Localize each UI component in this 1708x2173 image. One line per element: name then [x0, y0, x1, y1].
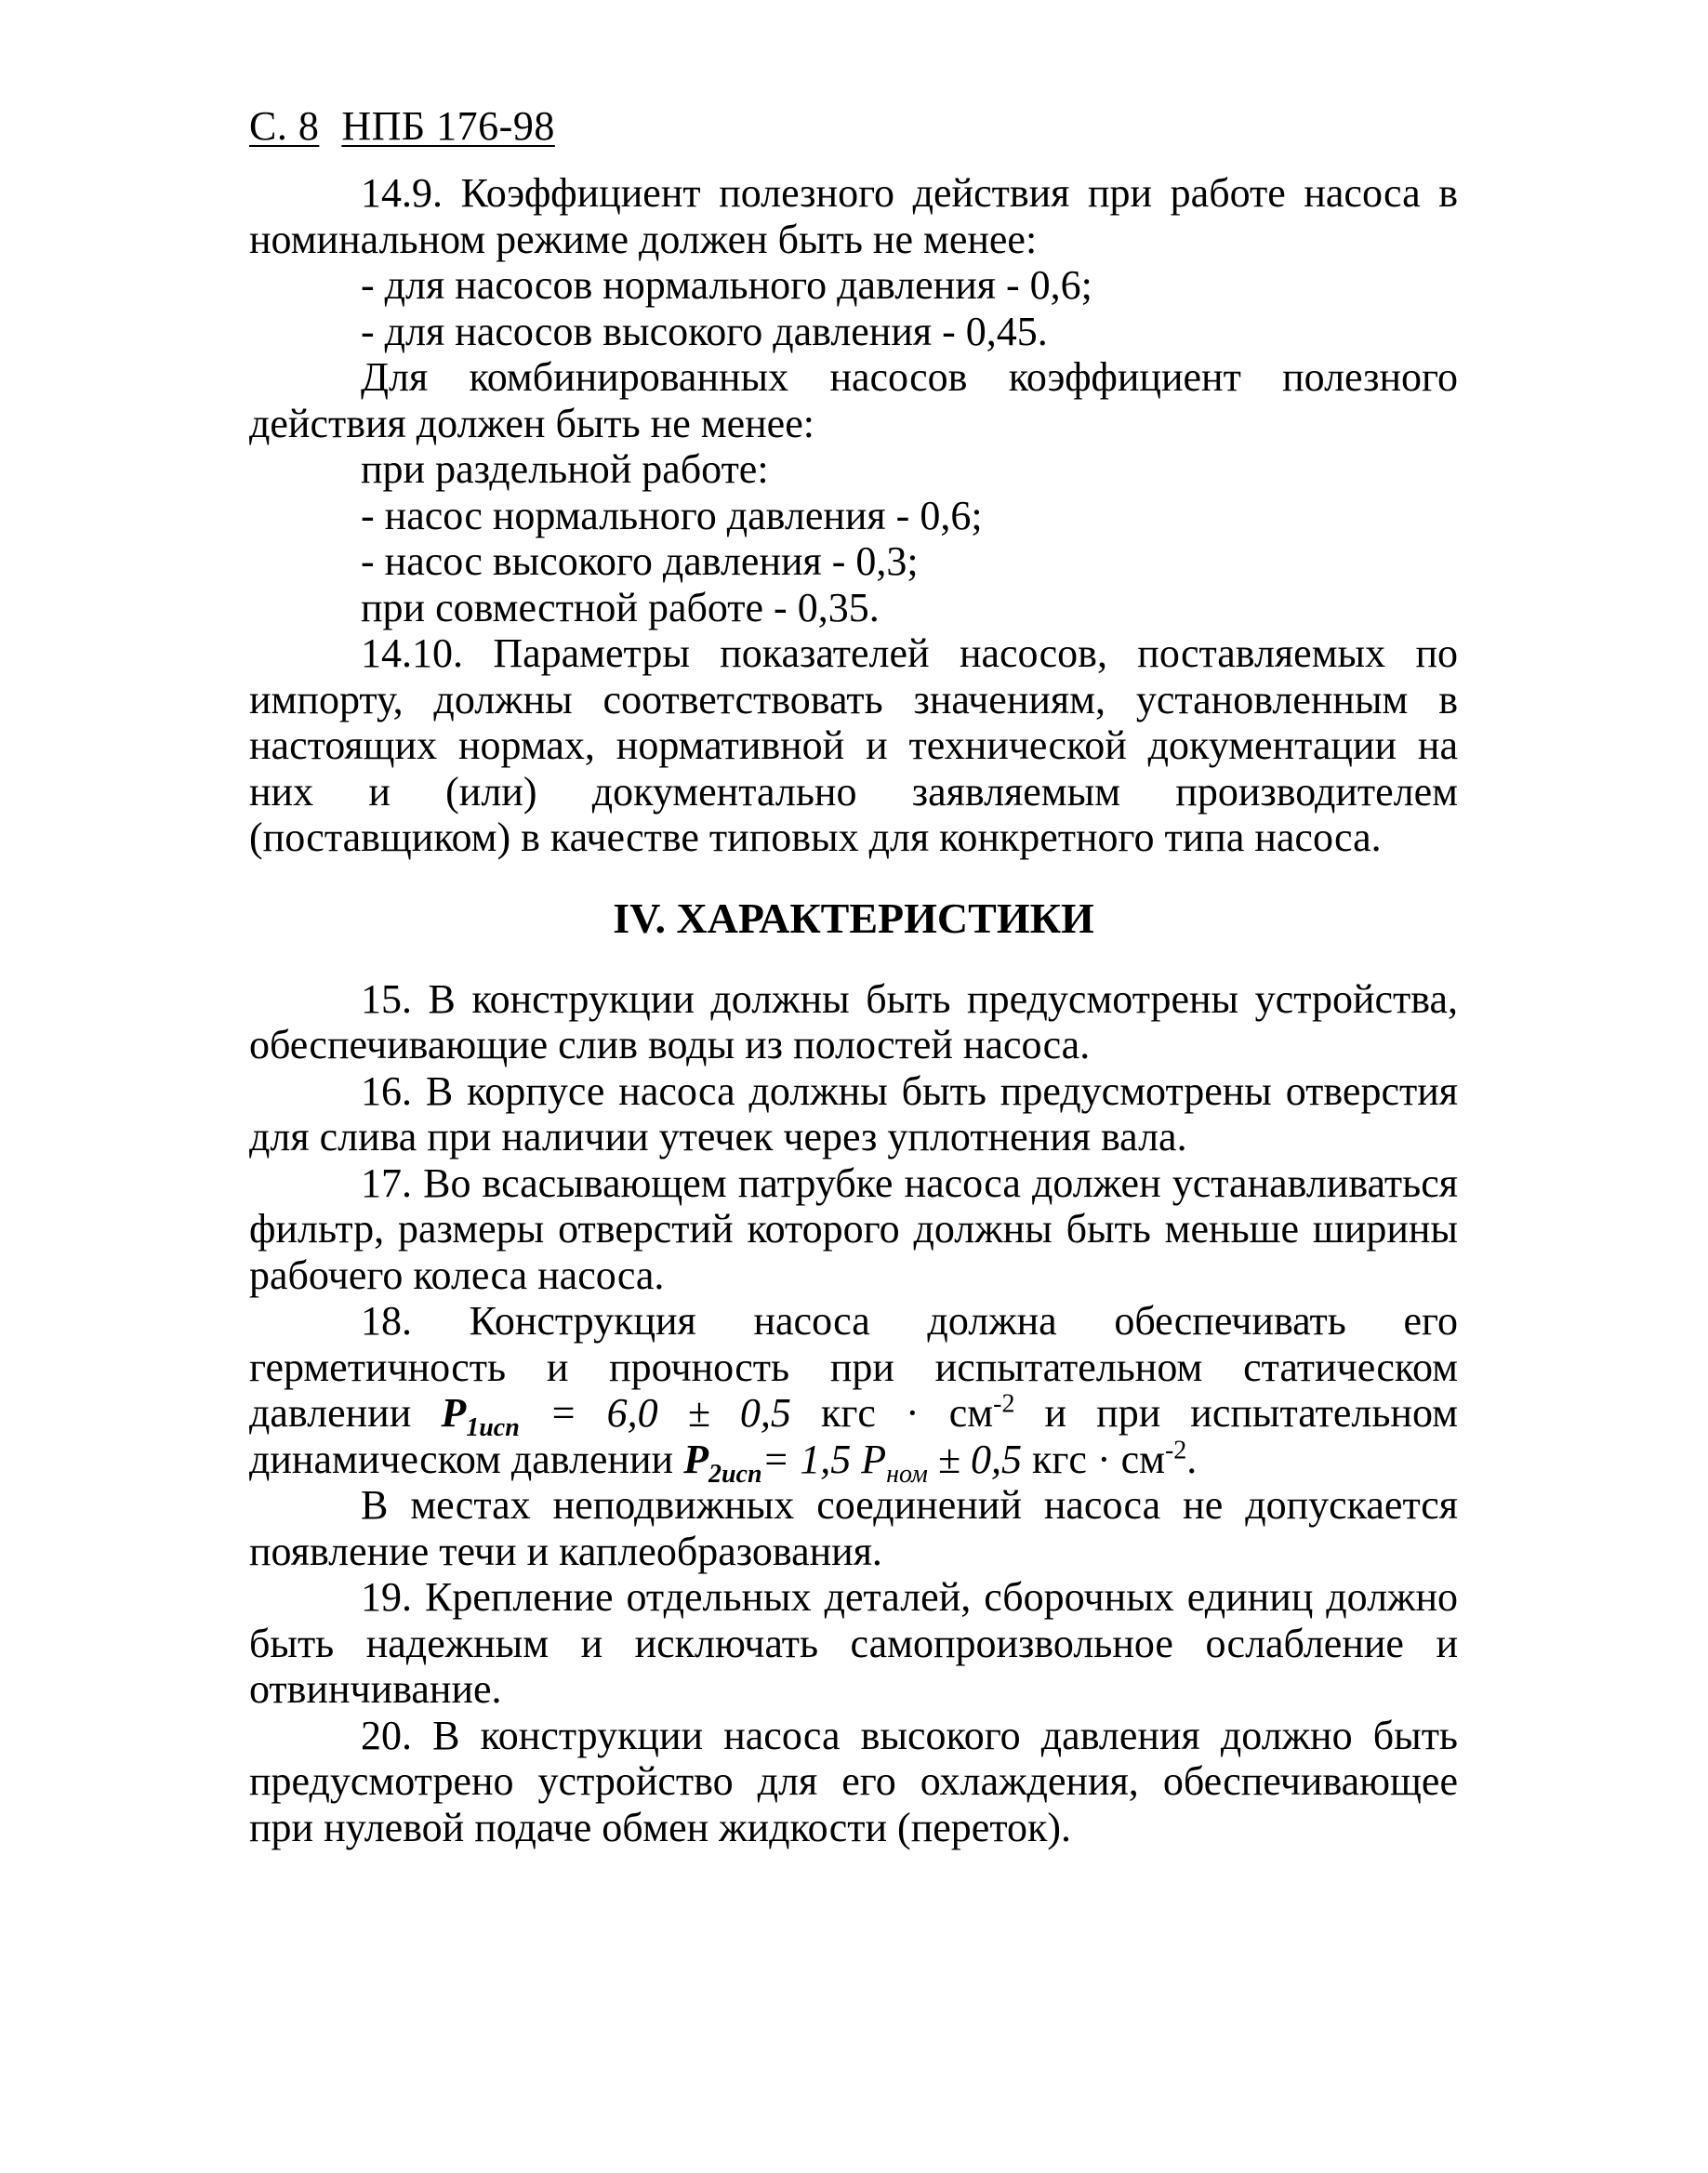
p2-value-text: = 1,5 P — [761, 1436, 887, 1482]
clause-14-9-joint: при совместной работе - 0,35. — [361, 584, 880, 630]
clause-20: 20. В конструкции насоса высокого давления должно быть предусмотрено устройство для его охлаждения, обеспечивающее при нулевой подаче обмен жидкости (переток). — [249, 1712, 1458, 1850]
clause-14-10: 14.10. Параметры показателей насосов, поставляемых по импорту, должны соответствовать значениям, установленным в настоящих нормах, нормативной и технической документации на них и (или) документально заявляемым производителем (поставщиком) в качестве типовых для конкретного типа насоса. — [249, 630, 1458, 860]
p2-subscript: 2исп — [708, 1459, 762, 1489]
clause-18-middle: и при испытательном динамическом давлении — [249, 1390, 1458, 1482]
clause-16: 16. В корпусе насоса должны быть предусмотрены отверстия для слива при наличии утечек через уплотнения вала. — [249, 1067, 1458, 1159]
p2-letter: P — [683, 1436, 708, 1482]
p2-tolerance: ± 0,5 — [927, 1436, 1022, 1482]
nominal-subscript: ном — [886, 1459, 928, 1489]
page-number: С. 8 — [249, 103, 320, 149]
clause-18 — [249, 1298, 1458, 1489]
clause-18-b: В местах неподвижных соединений насоса не допускается появление течи и каплеобразования. — [249, 1482, 1458, 1574]
document-page — [249, 102, 1458, 1850]
clause-14-9-item-a: - для насосов нормального давления - 0,6; — [361, 262, 1092, 308]
clause-19: 19. Крепление отдельных деталей, сборочных единиц должно быть надежным и исключать самопроизвольное ослабление и отвинчивание. — [249, 1574, 1458, 1712]
clause-14-9-separate-normal: - насос нормального давления - 0,6; — [361, 492, 983, 538]
section-heading: IV. ХАРАКТЕРИСТИКИ — [613, 894, 1094, 942]
p2-value — [761, 1436, 1022, 1489]
page-header — [249, 102, 1458, 150]
p1-unit: кгс · см — [790, 1390, 994, 1436]
p1-letter: P — [441, 1390, 467, 1436]
clause-14-9: 14.9. Коэффициент полезного действия при работе насоса в номинальном режиме должен быть не менее: — [249, 170, 1458, 262]
p2-unit-exponent: -2 — [1164, 1435, 1187, 1464]
p1-symbol — [441, 1390, 520, 1442]
p1-unit-exponent: -2 — [993, 1389, 1015, 1419]
clause-15: 15. В конструкции должны быть предусмотрены устройства, обеспечивающие слив воды из полостей насоса. — [249, 975, 1458, 1067]
clause-14-9-separate-high: - насос высокого давления - 0,3; — [361, 538, 919, 584]
clause-18-end: . — [1186, 1436, 1198, 1482]
p2-symbol — [683, 1436, 762, 1489]
clause-14-9-combined: Для комбинированных насосов коэффициент полезного действия должен быть не менее: — [249, 354, 1458, 446]
clause-14-9-separate: при раздельной работе: — [361, 446, 769, 492]
clause-14-9-item-b: - для насосов высокого давления - 0,45. — [361, 308, 1048, 354]
p2-unit: кгс · см — [1021, 1436, 1165, 1482]
clause-18-text: 18. Конструкция насоса должна обеспечивать его герметичность и прочность при испытательном статическом давлении — [249, 1298, 1458, 1436]
clause-17: 17. Во всасывающем патрубке насоса должен устанавливаться фильтр, размеры отверстий которого должны быть меньше ширины рабочего колеса насоса. — [249, 1159, 1458, 1298]
p1-value: = 6,0 ± 0,5 — [519, 1390, 791, 1436]
document-code: НПБ 176-98 — [341, 103, 555, 149]
p1-subscript: 1исп — [466, 1412, 520, 1442]
